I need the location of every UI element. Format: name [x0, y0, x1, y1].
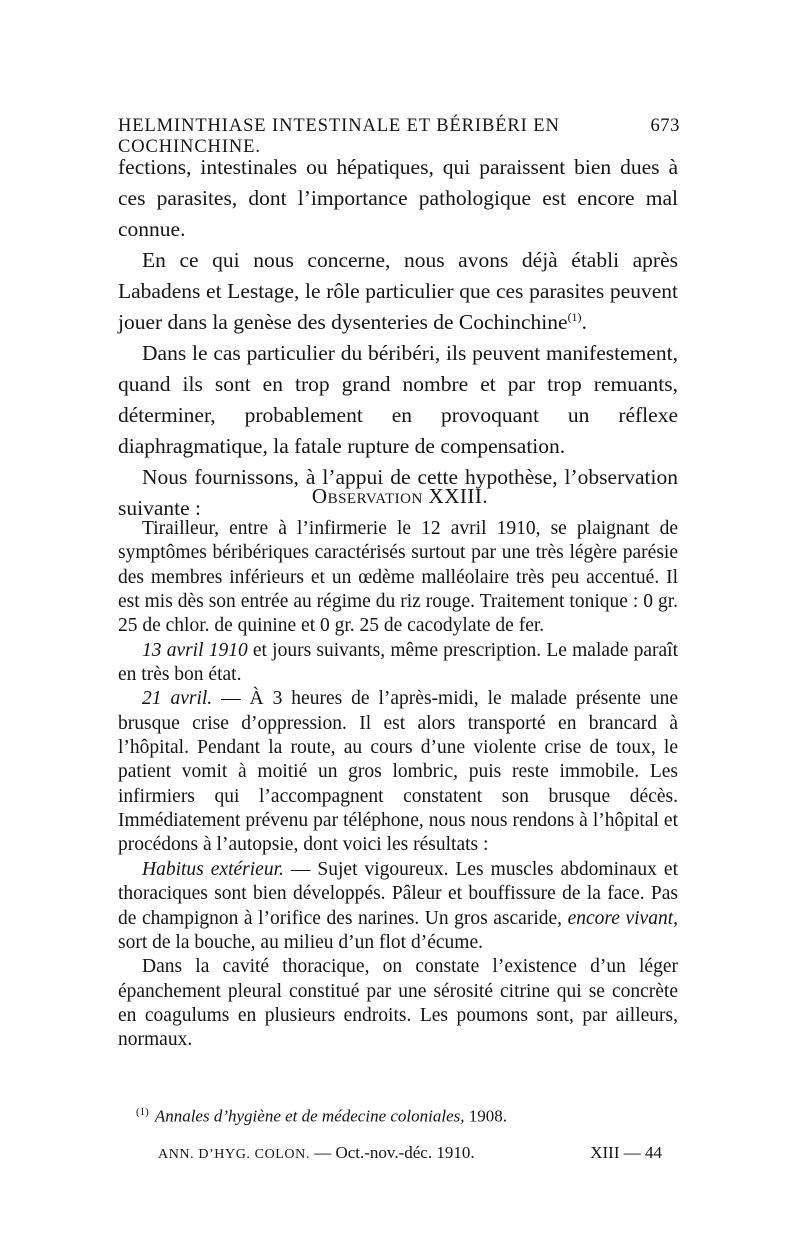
- date-april-13: 13 avril 1910: [142, 639, 248, 661]
- observation-paragraph-april-13: [118, 639, 678, 688]
- april-13-text: et jours suivants, même prescription. Le malade paraît en très bon état.: [118, 639, 678, 686]
- footnote-reference: (1): [567, 309, 582, 324]
- running-title: HELMINTHIASE INTESTINALE ET BÉRIBÉRI EN COCHINCHINE.: [118, 116, 560, 157]
- footnote: [136, 1106, 507, 1127]
- main-text: [118, 152, 678, 524]
- habitus-text: — Sujet vigoureux. Les muscles abdominaux et thoraciques sont bien développés. Pâleur et bouffissure de la face. Pas de champignon à l’orifice des narines. Un gros ascaride,: [118, 858, 678, 929]
- observation-paragraph-thorax: Dans la cavité thoracique, on constate l’existence d’un léger épanchement pleural constitué par une sérosité citrine qui se concrète en coagulums en plusieurs endroits. Les poumons sont, par ailleurs, normaux.: [118, 956, 678, 1051]
- observation-heading: [0, 484, 800, 509]
- paragraph-labadens: [118, 245, 678, 338]
- habitus-heading: Habitus extérieur.: [142, 858, 284, 880]
- habitus-italic: encore vivant,: [567, 907, 678, 929]
- observation-paragraph-admission: Tirailleur, entre à l’infirmerie le 12 avril 1910, se plaignant de symptômes béribériques caractérisés surtout par une très légère parésie des membres inférieurs et un œdème malléolaire très peu accentué. Il est mis dès son entrée au régime du riz rouge. Traitement tonique : 0 gr. 25 de chlor. de quinine et 0 gr. 25 de cacodylate de fer.: [118, 518, 678, 637]
- printer-signature: [158, 1143, 662, 1163]
- observation-heading-word: Observation: [311, 484, 423, 508]
- signature-journal: ANN. D’HYG. COLON.: [158, 1147, 310, 1162]
- habitus-text-end: sort de la bouche, au milieu d’un flot d’écume.: [118, 931, 483, 953]
- date-april-21: 21 avril.: [142, 688, 213, 710]
- page-number: 673: [650, 116, 680, 136]
- signature-issue: — Oct.-nov.-déc. 1910.: [309, 1143, 475, 1162]
- footnote-title: Annales d’hygiène et de médecine coloniales,: [154, 1106, 465, 1126]
- paragraph-continuation: fections, intestinales ou hépatiques, qui paraissent bien dues à ces parasites, dont l’importance pathologique est encore mal connue.: [118, 155, 678, 241]
- footnote-year: 1908.: [464, 1106, 507, 1126]
- observation-paragraph-april-21: [118, 687, 678, 857]
- paragraph-beriberi: Dans le cas particulier du béribéri, ils peuvent manifestement, quand ils sont en trop grand nombre et par trop remuants, déterminer, probablement en provoquant un réflexe diaphragmatique, la fatale rupture de compensation.: [118, 341, 678, 458]
- observation-heading-number: XXIII.: [428, 484, 489, 508]
- paragraph-labadens-text: En ce qui nous concerne, nous avons déjà établi après Labadens et Lestage, le rôle particulier que ces parasites peuvent jouer dans la genèse des dysenteries de Cochinchine: [118, 248, 678, 334]
- observation-paragraph-habitus: [118, 858, 678, 955]
- paragraph-labadens-end: .: [581, 310, 587, 334]
- footnote-marker: (1): [136, 1106, 149, 1118]
- april-21-text: — À 3 heures de l’après-midi, le malade présente une brusque crise d’oppression. Il est alors transporté en brancard à l’hôpital. Pendant la route, au cours d’une violente crise de toux, le patient vomit à moitié un gros lombric, puis reste immobile. Les infirmiers qui l’accompagnent constatent son brusque décès. Immédiatement prévenu par téléphone, nous nous rendons à l’hôpital et procédons à l’autopsie, dont voici les résultats :: [118, 688, 678, 856]
- signature-sheet: XIII — 44: [590, 1143, 662, 1162]
- paragraph-hypothesis: Nous fournissons, à l’appui de cette hypothèse, l’observation suivante :: [118, 465, 678, 520]
- signature-journal-line: [158, 1143, 475, 1163]
- observation-text: [118, 517, 678, 1053]
